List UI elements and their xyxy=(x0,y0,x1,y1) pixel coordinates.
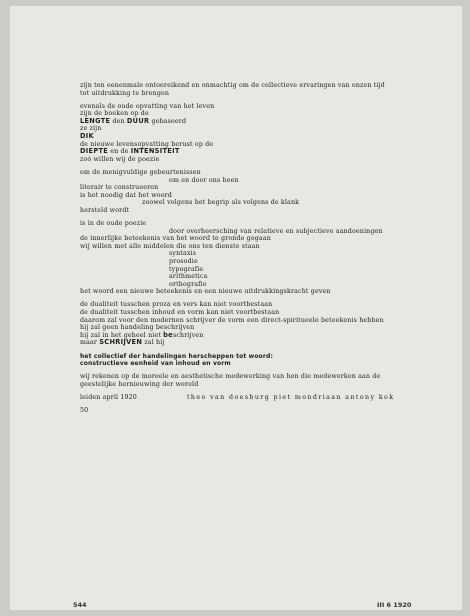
text-line xyxy=(80,250,410,258)
text-segment: daarom zal voor den modernen schrijver de vorm een direct-spiritueele beteekenis hebben xyxy=(80,316,384,324)
manifesto-text xyxy=(80,82,410,415)
text-segment: zal hij xyxy=(142,339,165,347)
text-line xyxy=(80,199,410,207)
text-line xyxy=(80,288,410,296)
text-segment: maar xyxy=(80,339,100,347)
text-segment: hij zal in het geheel niet xyxy=(80,331,164,339)
text-line xyxy=(80,184,410,192)
text-segment: hersteld wordt xyxy=(80,206,130,214)
text-segment: prosodie xyxy=(169,257,198,265)
text-segment: geestelijke hernieuwing der wereld xyxy=(80,380,199,388)
text-line xyxy=(80,235,410,243)
text-line xyxy=(80,133,410,141)
text-segment: arithmetica xyxy=(169,273,208,281)
text-line xyxy=(80,177,410,185)
text-line xyxy=(80,192,410,200)
text-segment: evenals de oude opvatting van het leven xyxy=(80,102,215,110)
text-line xyxy=(80,394,410,402)
text-segment: de nieuwe levensopvatting berust op de xyxy=(80,140,214,148)
text-segment: hij zal geen handeling beschrijven xyxy=(80,324,195,332)
text-line xyxy=(80,324,410,332)
page-number: 544 xyxy=(73,601,87,609)
text-line xyxy=(80,82,410,90)
text-line xyxy=(80,90,410,98)
text-line xyxy=(80,220,410,228)
text-line xyxy=(80,118,410,126)
text-segment: literair te construeeren xyxy=(80,184,159,192)
text-line xyxy=(80,243,410,251)
text-segment: tot uitdrukking te brengen xyxy=(80,89,170,97)
text-line xyxy=(80,360,410,368)
bold-phrase: het collectief der handelingen herscheppen tot woord: xyxy=(80,352,274,360)
text-segment: de dualiteit tusschen proza en vers kan niet voortbestaan xyxy=(80,301,273,309)
issue-date: III 6 1920 xyxy=(377,601,412,609)
signatories: theo van doesburg piet mondriaan antony kok xyxy=(186,393,395,401)
emphasis-word: LENGTE xyxy=(80,116,111,125)
text-segment: wij willen met alle middelen die ons ten dienste staan xyxy=(80,242,260,250)
page xyxy=(10,6,462,610)
bold-phrase: constructieve eenheid van inhoud en vorm xyxy=(80,360,231,368)
text-segment: orthografie xyxy=(169,280,207,288)
emphasis-word: be xyxy=(163,330,173,339)
text-segment: is het noodig dat het woord xyxy=(80,191,172,199)
emphasis-word: INTENSITEIT xyxy=(130,147,180,156)
text-line xyxy=(80,353,410,361)
emphasis-word: SCHRIJVEN xyxy=(99,338,143,347)
emphasis-word: DIEPTE xyxy=(80,147,109,156)
text-segment: de dualiteit tusschen inhoud en vorm kan niet voortbestaan xyxy=(80,309,280,317)
text-line xyxy=(80,266,410,274)
text-segment: zoowel volgens het begrip als volgens de klank xyxy=(142,199,300,207)
emphasis-word: DIK xyxy=(80,132,94,141)
text-segment: syntaxis xyxy=(169,250,197,258)
text-segment: is in de oude poezie xyxy=(80,220,147,227)
text-line xyxy=(80,373,410,381)
text-line xyxy=(80,258,410,266)
text-line xyxy=(80,125,410,133)
text-line xyxy=(80,156,410,164)
text-segment: leiden april 1920 xyxy=(80,393,137,401)
text-segment: wij rekenen op de moreele en aesthetische medewerking van hen die medewerken aan de xyxy=(80,373,381,381)
text-segment: door overheersching van relatieve en subjectieve aandoeningen xyxy=(169,227,383,235)
text-line xyxy=(80,339,410,347)
text-line xyxy=(80,273,410,281)
text-line xyxy=(80,407,410,415)
text-segment: en de xyxy=(108,148,131,156)
text-line xyxy=(80,317,410,325)
text-segment: om en door ons heen xyxy=(169,176,239,184)
text-segment: typografie xyxy=(169,265,204,273)
text-line xyxy=(80,381,410,389)
text-segment: zijn de boeken op de xyxy=(80,110,149,118)
text-segment: den xyxy=(110,117,127,125)
text-line xyxy=(80,169,410,177)
text-segment: ze zijn xyxy=(80,125,102,133)
text-line xyxy=(80,301,410,309)
text-segment: 50 xyxy=(80,406,89,414)
text-segment: schrijven xyxy=(172,331,204,339)
text-line xyxy=(80,148,410,156)
text-segment: gebaseerd xyxy=(149,117,187,125)
text-segment: om de menigvuldige gebeurtenissen xyxy=(80,168,201,176)
text-line xyxy=(80,103,410,111)
text-line xyxy=(80,281,410,289)
text-line xyxy=(80,207,410,215)
text-segment: het woord een nieuwe beteekenis en een nieuwe uitdrukkingskracht geven xyxy=(80,288,331,296)
text-line xyxy=(80,228,410,236)
text-segment: zijn ten eenenmale ontoereikend en onmachtig om de collectieve ervaringen van onzen tijd xyxy=(80,82,385,89)
emphasis-word: DUUR xyxy=(126,116,150,125)
text-segment: zoó willen wij de poezie xyxy=(80,155,160,163)
text-segment: de innerlijke beteekenis van het woord te gronde gegaan xyxy=(80,235,271,243)
text-line xyxy=(80,309,410,317)
